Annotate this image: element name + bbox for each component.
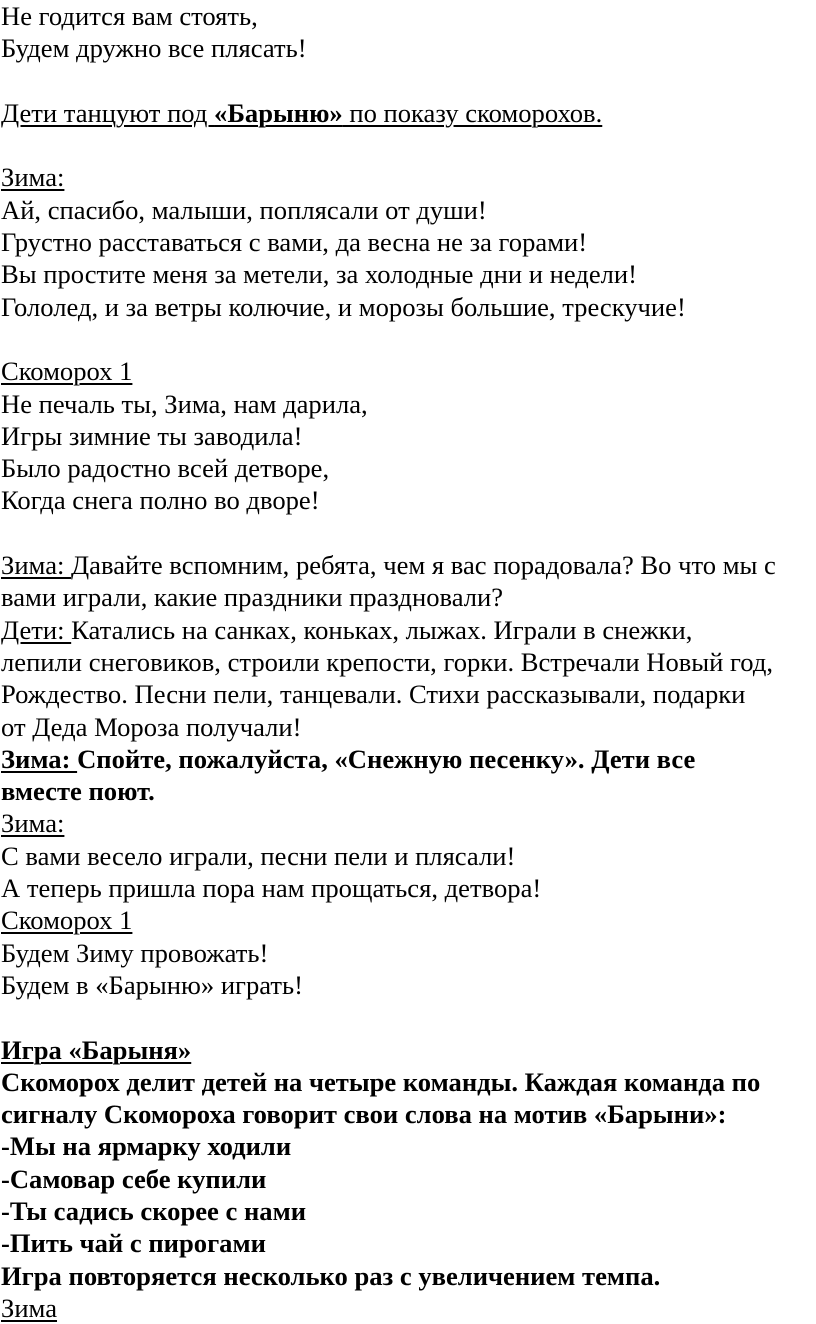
text-line: вами играли, какие праздники праздновали? [1, 582, 504, 613]
dialog-text: Давайте вспомним, ребята, чем я вас порадовала? Во что мы с [71, 550, 776, 581]
speaker-name: Зима: [1, 808, 65, 839]
speaker-name: Дети: [1, 614, 72, 645]
text-line: С вами весело играли, песни пели и плясали! [1, 840, 516, 871]
text-line: Гололед, и за ветры колючие, и морозы большие, трескучие! [1, 291, 686, 322]
speaker-line [1, 355, 816, 387]
blank-line [1, 1001, 816, 1033]
game-title: Игра «Барыня» [1, 1034, 192, 1065]
text-line: Будем в «Барыню» играть! [1, 969, 303, 1000]
text-line: Будем Зиму провожать! [1, 937, 269, 968]
text-line: Рождество. Песни пели, танцевали. Стихи рассказывали, подарки [1, 679, 746, 710]
text-line: А теперь пришла пора нам прощаться, детвора! [1, 873, 542, 904]
text-line: Вы простите меня за метели, за холодные дни и недели! [1, 259, 638, 290]
speaker-line [1, 1292, 816, 1324]
direction-post: по показу скоморохов. [342, 97, 603, 128]
direction-bold: «Барыню» [214, 97, 343, 128]
dialog-line [1, 549, 816, 581]
game-text-line: -Пить чай с пирогами [1, 1228, 266, 1259]
text-line: от Деда Мороза получали! [1, 711, 302, 742]
text-line: Не печаль ты, Зима, нам дарила, [1, 388, 368, 419]
dialog-line [1, 614, 816, 646]
dialog-line-bold [1, 743, 816, 775]
blank-line [1, 517, 816, 549]
game-text-line: Игра повторяется несколько раз с увеличением темпа. [1, 1260, 661, 1291]
dialog-text: Катались на санках, коньках, лыжах. Играли в снежки, [71, 614, 693, 645]
text-line: Будем дружно все плясать! [1, 33, 307, 64]
text-line: Ай, спасибо, малыши, поплясали от души! [1, 194, 487, 225]
speaker-line [1, 807, 816, 839]
speaker-name: Зима: [1, 162, 65, 193]
game-text-line: -Ты садись скорее с нами [1, 1195, 307, 1226]
speaker-name: Скоморох 1 [1, 905, 133, 936]
speaker-name: Зима: [1, 550, 72, 581]
speaker-name: Скоморох 1 [1, 356, 133, 387]
game-title-line [1, 1034, 816, 1066]
blank-line [1, 129, 816, 161]
speaker-line [1, 161, 816, 193]
dialog-text: Спойте, пожалуйста, «Снежную песенку». Дети все [77, 743, 696, 774]
text-line: Не годится вам стоять, [1, 1, 258, 31]
game-text-line: Скоморох делит детей на четыре команды. Каждая команда по [1, 1066, 761, 1097]
stage-direction [1, 97, 816, 129]
speaker-name: Зима [1, 1292, 58, 1323]
direction-pre: Дети танцуют под [1, 97, 215, 128]
text-line: лепили снеговиков, строили крепости, горки. Встречали Новый год, [1, 646, 774, 677]
text-line: Когда снега полно во дворе! [1, 485, 320, 516]
speaker-line [1, 904, 816, 936]
blank-line [1, 323, 816, 355]
text-line: Было радостно всей детворе, [1, 453, 330, 484]
game-text-line: -Самовар себе купили [1, 1163, 267, 1194]
text-line: Игры зимние ты заводила! [1, 420, 303, 451]
game-text-line: -Мы на ярмарку ходили [1, 1131, 292, 1162]
speaker-name: Зима: [1, 743, 78, 774]
game-text-line: сигналу Скомороха говорит свои слова на мотив «Барыни»: [1, 1099, 727, 1130]
text-line-bold: вместе поют. [1, 776, 155, 807]
blank-line [1, 65, 816, 97]
text-line: Грустно расставаться с вами, да весна не за горами! [1, 227, 588, 258]
